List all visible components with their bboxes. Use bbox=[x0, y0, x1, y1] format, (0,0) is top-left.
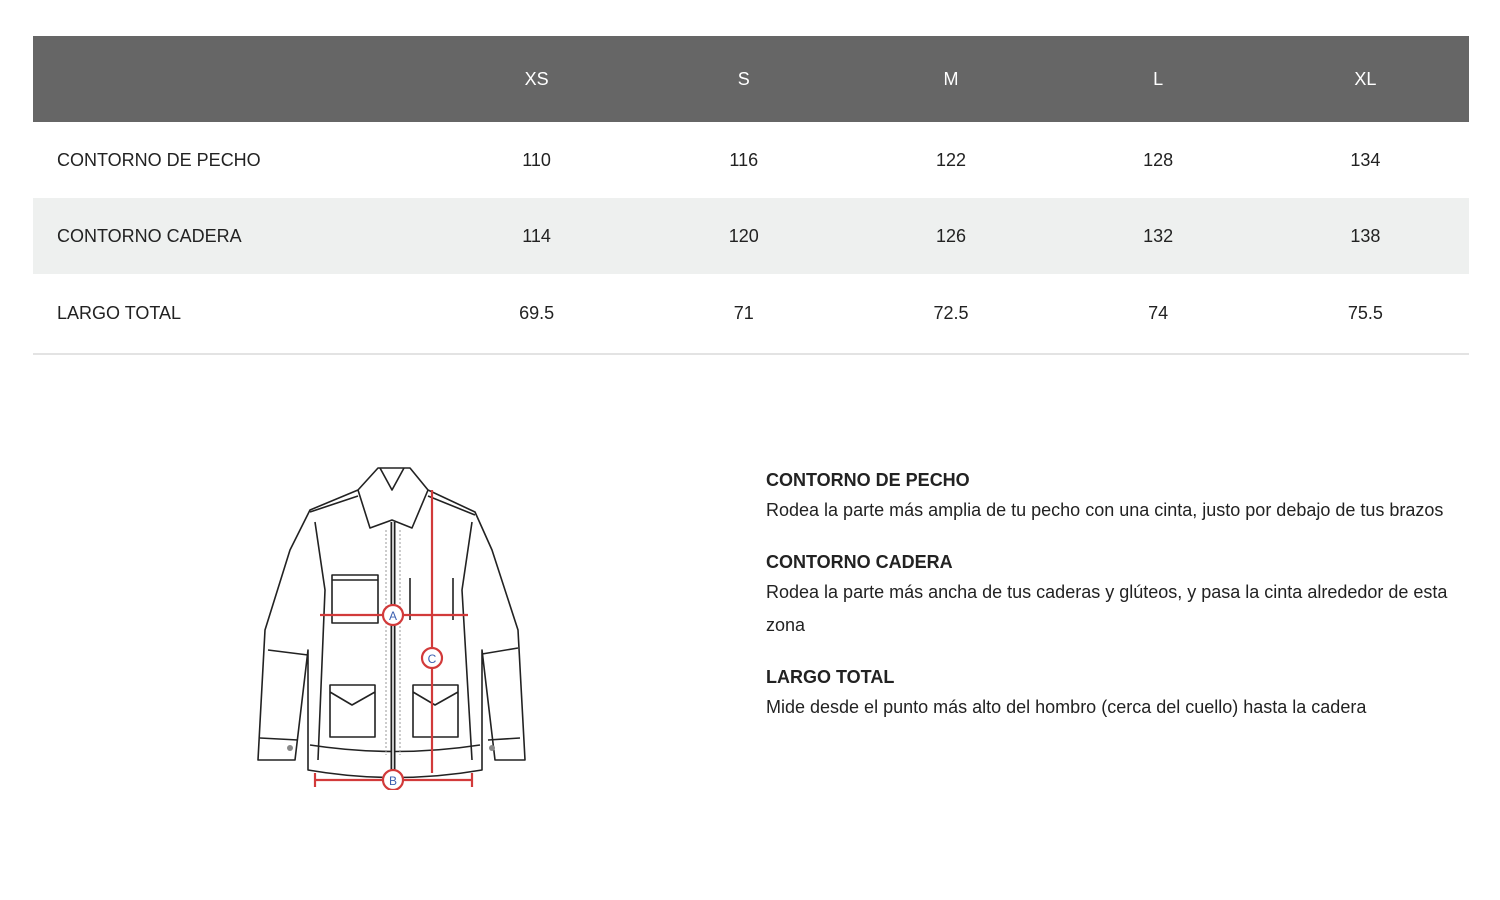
zipper bbox=[386, 522, 400, 782]
measurement-descriptions bbox=[766, 466, 1466, 745]
table-cell: 126 bbox=[935, 225, 966, 246]
header-s: S bbox=[737, 68, 750, 89]
desc-text-length: Mide desde el punto más alto del hombro (cerca del cuello) hasta la cadera bbox=[766, 697, 1367, 717]
cuff-button-icon bbox=[489, 745, 495, 751]
table-cell: 74 bbox=[1148, 303, 1169, 323]
table-row bbox=[33, 274, 1469, 355]
table-cell: 116 bbox=[729, 149, 759, 170]
table-cell: 71 bbox=[733, 303, 754, 323]
marker-a-label: A bbox=[388, 609, 398, 623]
desc-title-chest: CONTORNO DE PECHO bbox=[766, 470, 970, 490]
table-cell: 72.5 bbox=[933, 303, 969, 323]
desc-title-hip: CONTORNO CADERA bbox=[766, 552, 953, 572]
cuff-button-icon bbox=[287, 745, 293, 751]
row-label: CONTORNO DE PECHO bbox=[57, 149, 261, 170]
marker-b-label: B bbox=[388, 774, 398, 788]
table-cell: 138 bbox=[1350, 225, 1381, 246]
table-cell: 128 bbox=[1143, 149, 1174, 170]
table-cell: 69.5 bbox=[519, 303, 555, 323]
row-label: CONTORNO CADERA bbox=[57, 225, 242, 246]
desc-title-length: LARGO TOTAL bbox=[766, 667, 895, 687]
header-xs: XS bbox=[524, 68, 549, 89]
table-cell: 110 bbox=[522, 149, 551, 170]
jacket-measurement-diagram bbox=[250, 460, 540, 790]
desc-text-hip: Rodea la parte más ancha de tus caderas y glúteos, y pasa la cinta alrededor de esta zona bbox=[766, 582, 1448, 635]
size-table-header bbox=[33, 36, 1469, 122]
table-cell: 134 bbox=[1350, 149, 1381, 170]
marker-c-label: C bbox=[427, 652, 437, 666]
table-row bbox=[33, 122, 1469, 198]
table-cell: 120 bbox=[728, 225, 759, 246]
header-m: M bbox=[943, 68, 959, 89]
table-row bbox=[33, 198, 1469, 274]
desc-text-chest: Rodea la parte más amplia de tu pecho con una cinta, justo por debajo de tus brazos bbox=[766, 500, 1444, 520]
header-l: L bbox=[1153, 68, 1164, 89]
table-cell: 122 bbox=[935, 149, 966, 170]
table-cell: 132 bbox=[1143, 225, 1174, 246]
size-table bbox=[33, 36, 1469, 355]
header-xl: XL bbox=[1354, 68, 1377, 89]
table-cell: 75.5 bbox=[1347, 303, 1383, 323]
row-label: LARGO TOTAL bbox=[57, 303, 182, 323]
table-cell: 114 bbox=[522, 225, 551, 246]
